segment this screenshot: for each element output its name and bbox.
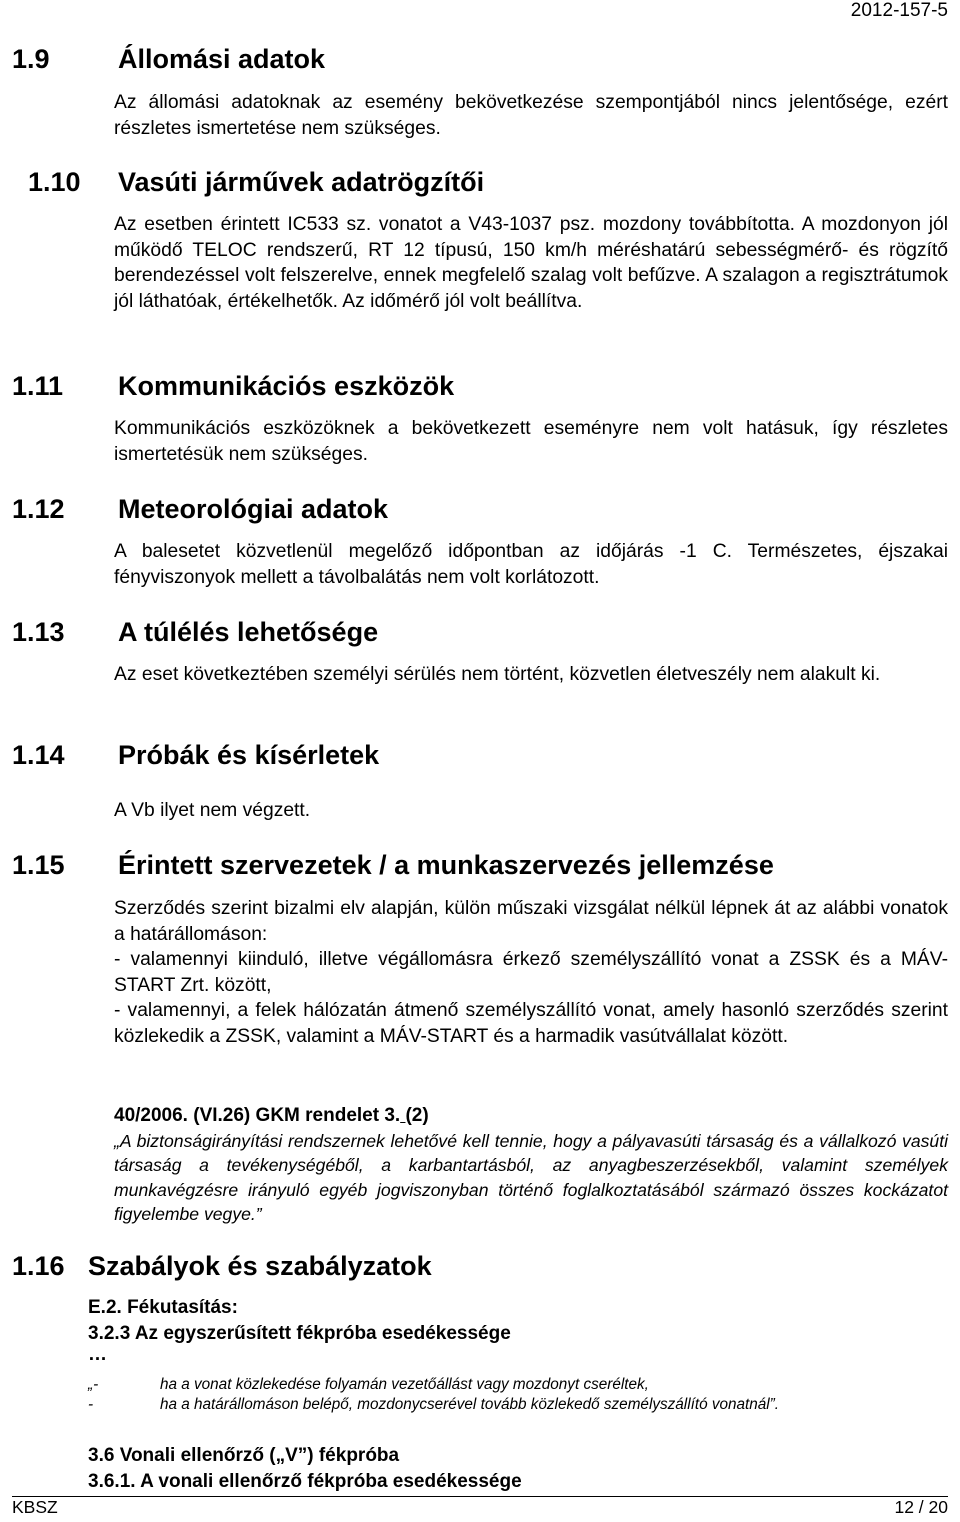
section-number: 1.15 <box>12 850 65 880</box>
section-title: Kommunikációs eszközök <box>118 371 455 401</box>
footer-rule <box>12 1496 948 1497</box>
section-title: Meteorológiai adatok <box>118 494 389 524</box>
section-number: 1.10 <box>28 167 81 197</box>
brake-test-subtitle: 3.2.3 Az egyszerűsített fékpróba esedékessége <box>88 1323 511 1344</box>
section-title: Állomási adatok <box>118 44 326 74</box>
section-number: 1.12 <box>12 494 65 524</box>
section-1-10-body <box>114 212 948 314</box>
section-1-15-body <box>114 896 948 1050</box>
section-title: A túlélés lehetősége <box>118 617 379 647</box>
paragraph: Az esetben érintett IC533 sz. vonatot a V43-1037 psz. mozdony továbbította. A mozdonyon jól működő TELOC rendszerű, RT 12 típusú, 150 km/h méréshatárú sebességmérő- és rögzítő berendezéssel volt felszerelve, ennek megfelelő szalag volt befűzve. A szalagon a regisztrátumok jól láthatóak, értékelhetők. Az időmérő jól volt beállítva. <box>114 214 948 312</box>
regulation-ref-paragraph: (2) <box>405 1105 429 1126</box>
paragraph: Az eset következtében személyi sérülés nem történt, közvetlen életveszély nem alakult ki. <box>114 664 881 685</box>
section-number: 1.14 <box>12 740 65 770</box>
ellipsis: … <box>88 1344 107 1365</box>
line-brake-test-subtitle: 3.6.1. A vonali ellenőrző fékpróba esedékessége <box>88 1471 522 1492</box>
rule-item-dash: „- <box>88 1376 99 1393</box>
section-1-13-body <box>114 662 948 688</box>
section-number: 1.13 <box>12 617 65 647</box>
line-brake-test-title: 3.6 Vonali ellenőrző („V”) fékpróba <box>88 1445 400 1466</box>
rule-item-dash: - <box>88 1396 94 1413</box>
section-1-9-body <box>114 90 948 141</box>
brake-instruction-title: E.2. Fékutasítás: <box>88 1297 238 1318</box>
regulation-ref-text: 40/2006. (VI.26) GKM rendelet 3. <box>114 1105 401 1126</box>
section-number: 1.11 <box>12 371 64 401</box>
section-number: 1.9 <box>12 44 50 74</box>
section-1-11-body <box>114 416 948 467</box>
page-number: 12 / 20 <box>894 1497 948 1517</box>
paragraph: Kommunikációs eszközöknek a bekövetkezett eseményre nem volt hatásuk, így részletes ismertetésük nem szükséges. <box>114 418 948 465</box>
rule-item-text: ha a határállomáson belépő, mozdonycserével tovább közlekedő személyszállító vonatnál”. <box>160 1396 780 1413</box>
paragraph: Szerződés szerint bizalmi elv alapján, külön műszaki vizsgálat nélkül lépnek át az alábbi vonatok a határállomáson: <box>114 898 948 945</box>
section-1-12-body <box>114 539 948 590</box>
document-id: 2012-157-5 <box>850 0 948 21</box>
paragraph: Az állomási adatoknak az esemény bekövetkezése szempontjából nincs jelentősége, ezért részletes ismertetése nem szükséges. <box>114 92 948 139</box>
regulation-reference <box>114 1103 948 1129</box>
paragraph: A balesetet közvetlenül megelőző időpontban az időjárás -1 C. Természetes, éjszakai fényviszonyok mellett a távolbalátás nem volt korlátozott. <box>114 541 948 588</box>
section-title: Próbák és kísérletek <box>118 740 380 770</box>
section-number: 1.16 <box>12 1251 65 1281</box>
footer-org: KBSZ <box>12 1497 58 1517</box>
list-item: - valamennyi, a felek hálózatán átmenő személyszállító vonat, amely hasonló szerződés szerint közlekedik a ZSSK, valamint a MÁV-START és a harmadik vasútvállalat között. <box>114 1000 948 1047</box>
section-1-14-body <box>114 798 948 824</box>
paragraph: A Vb ilyet nem végzett. <box>114 800 311 821</box>
regulation-quote: „A biztonságirányítási rendszernek lehetővé kell tennie, hogy a pályavasúti társaság és a vállalkozó vasúti társaság a tevékenységéből, a karbantartásból, az anyagbeszerzésekből, valamint személyek munkavégzésre irányuló egyéb jogviszonyban történő foglalkoztatásából származó összes kockázatot figyelembe vegye.” <box>114 1131 948 1224</box>
section-title: Vasúti járművek adatrögzítői <box>118 167 485 197</box>
list-item: - valamennyi kiinduló, illetve végállomásra érkező személyszállító vonat a ZSSK és a MÁV-START Zrt. között, <box>114 949 948 996</box>
section-title: Érintett szervezetek / a munkaszervezés jellemzése <box>118 850 774 880</box>
rule-item-text: ha a vonat közlekedése folyamán vezetőállást vagy mozdonyt cseréltek, <box>160 1376 649 1393</box>
section-title: Szabályok és szabályzatok <box>88 1251 432 1281</box>
